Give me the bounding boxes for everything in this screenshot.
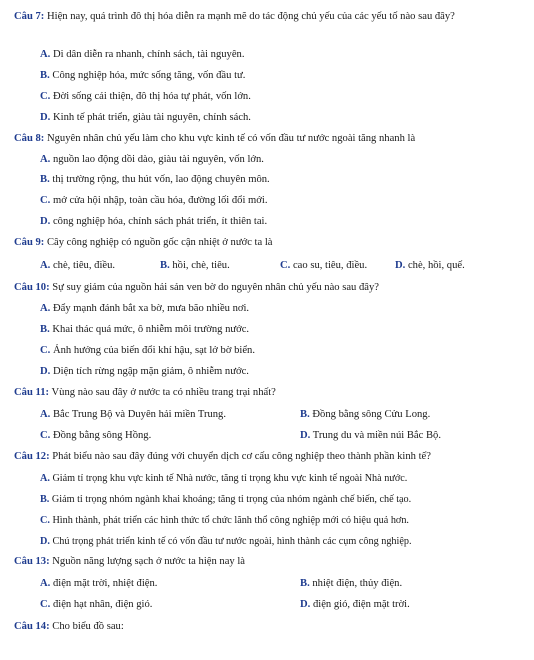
option-text: Giảm tỉ trọng nhóm ngành khai khoáng; tăng tỉ trọng của nhóm ngành chế biến, chế tạo. xyxy=(51,494,412,505)
question-12 xyxy=(14,448,522,465)
option-text: nguồn lao động dồi dào, giàu tài nguyên, vốn lớn. xyxy=(52,154,264,165)
option-letter: C. xyxy=(40,599,51,610)
option-letter: D. xyxy=(40,112,51,123)
option-text: Công nghiệp hóa, mức sống tăng, vốn đầu tư. xyxy=(52,70,246,81)
option-11a[interactable] xyxy=(40,407,226,423)
option-13a[interactable] xyxy=(40,576,157,592)
option-text: Khai thác quá mức, ô nhiễm môi trường nước. xyxy=(52,324,250,335)
option-letter: C. xyxy=(40,345,51,356)
question-text: Cây công nghiệp có nguồn gốc cận nhiệt ở nước ta là xyxy=(46,237,273,248)
option-11d[interactable] xyxy=(300,428,441,444)
option-11b[interactable] xyxy=(300,407,430,423)
option-text: công nghiệp hóa, chính sách phát triển, ít thiên tai. xyxy=(52,216,268,227)
option-text: chè, tiêu, điều. xyxy=(52,260,116,271)
option-12a[interactable] xyxy=(40,471,407,487)
option-letter: A. xyxy=(40,409,51,420)
question-text: Nguồn năng lượng sạch ở nước ta hiện nay là xyxy=(52,556,246,567)
option-text: Đồng bằng sông Cửu Long. xyxy=(312,409,431,420)
option-letter: B. xyxy=(160,260,170,271)
question-number: Câu 14: xyxy=(14,621,50,632)
option-9b[interactable] xyxy=(160,258,230,274)
option-letter: B. xyxy=(300,409,310,420)
option-8a[interactable] xyxy=(40,152,264,168)
option-10c[interactable] xyxy=(40,343,255,359)
option-letter: D. xyxy=(300,430,311,441)
option-8b[interactable] xyxy=(40,172,270,188)
option-text: Trung du và miền núi Bắc Bộ. xyxy=(312,430,441,441)
option-text: Chú trọng phát triển kinh tế có vốn đầu tư nước ngoài, hình thành các cụm công nghiệp. xyxy=(52,536,412,547)
option-9a[interactable] xyxy=(40,258,115,274)
question-number: Câu 9: xyxy=(14,237,45,248)
question-number: Câu 11: xyxy=(14,387,50,398)
question-text: Vùng nào sau đây ở nước ta có nhiều trang trại nhất? xyxy=(51,387,276,398)
option-12c[interactable] xyxy=(40,513,409,529)
option-letter: D. xyxy=(40,536,50,547)
option-8c[interactable] xyxy=(40,193,268,209)
question-text: Sự suy giảm của nguồn hải sản ven bờ do nguyên nhân chủ yếu nào sau đây? xyxy=(52,282,379,293)
option-12d[interactable] xyxy=(40,534,412,550)
question-7 xyxy=(14,8,522,25)
option-letter: C. xyxy=(40,430,51,441)
option-text: chè, hồi, quế. xyxy=(407,260,465,271)
option-letter: D. xyxy=(40,216,51,227)
option-text: Đời sống cải thiện, đô thị hóa tự phát, vốn lớn. xyxy=(52,91,251,102)
option-letter: A. xyxy=(40,578,51,589)
option-text: Kinh tế phát triển, giàu tài nguyên, chính sách. xyxy=(52,112,251,123)
option-7a[interactable] xyxy=(40,47,244,63)
option-letter: C. xyxy=(280,260,291,271)
option-13d[interactable] xyxy=(300,597,410,613)
option-7d[interactable] xyxy=(40,110,251,126)
option-letter: A. xyxy=(40,154,51,165)
option-text: mở cửa hội nhập, toàn cầu hóa, đường lối đổi mới. xyxy=(52,195,268,206)
option-13c[interactable] xyxy=(40,597,152,613)
question-9 xyxy=(14,234,522,251)
question-text: Nguyên nhân chủ yếu làm cho khu vực kinh tế có vốn đầu tư nước ngoài tăng nhanh là xyxy=(46,133,416,144)
option-letter: C. xyxy=(40,515,50,526)
question-number: Câu 12: xyxy=(14,451,50,462)
option-text: nhiệt điện, thủy điện. xyxy=(312,578,403,589)
option-letter: C. xyxy=(40,91,51,102)
option-11c[interactable] xyxy=(40,428,151,444)
option-text: Giảm tỉ trọng khu vực kinh tế Nhà nước, tăng tỉ trọng khu vực kinh tế ngoài Nhà nước. xyxy=(52,473,408,484)
option-letter: D. xyxy=(395,260,406,271)
option-text: Di dân diễn ra nhanh, chính sách, tài nguyên. xyxy=(52,49,245,60)
option-text: thị trường rộng, thu hút vốn, lao động chuyên môn. xyxy=(52,174,270,185)
option-12b[interactable] xyxy=(40,492,411,508)
question-14 xyxy=(14,618,522,635)
option-letter: A. xyxy=(40,49,51,60)
option-letter: A. xyxy=(40,473,50,484)
option-text: Hình thành, phát triển các hình thức tổ chức lãnh thổ công nghiệp mới có hiệu quả hơn. xyxy=(52,515,409,526)
option-letter: A. xyxy=(40,303,51,314)
option-letter: B. xyxy=(40,324,50,335)
option-text: điện mặt trời, nhiệt điện. xyxy=(52,578,158,589)
question-8 xyxy=(14,130,522,147)
option-13b[interactable] xyxy=(300,576,402,592)
option-10d[interactable] xyxy=(40,364,249,380)
question-13 xyxy=(14,553,522,570)
question-text: Cho biểu đồ sau: xyxy=(52,621,124,632)
option-letter: B. xyxy=(300,578,310,589)
question-10 xyxy=(14,279,522,296)
option-text: Ảnh hưởng của biến đổi khí hậu, sạt lở bờ biển. xyxy=(52,345,255,356)
option-text: hồi, chè, tiêu. xyxy=(172,260,230,271)
option-7c[interactable] xyxy=(40,89,251,105)
option-text: Đẩy mạnh đánh bắt xa bờ, mưa bão nhiều nơi. xyxy=(52,303,250,314)
question-number: Câu 8: xyxy=(14,133,45,144)
option-letter: C. xyxy=(40,195,51,206)
option-text: Diện tích rừng ngập mặn giảm, ô nhiễm nước. xyxy=(52,366,249,377)
option-letter: B. xyxy=(40,70,50,81)
question-text: Hiện nay, quá trình đô thị hóa diễn ra mạnh mẽ do tác động chủ yếu của các yếu tố nào sau đây? xyxy=(46,11,455,22)
option-10b[interactable] xyxy=(40,322,249,338)
option-text: Đồng bằng sông Hồng. xyxy=(52,430,152,441)
question-number: Câu 10: xyxy=(14,282,50,293)
question-11 xyxy=(14,384,522,401)
question-number: Câu 13: xyxy=(14,556,50,567)
option-letter: D. xyxy=(40,366,51,377)
option-letter: B. xyxy=(40,494,50,505)
option-text: điện gió, điện mặt trời. xyxy=(312,599,410,610)
option-8d[interactable] xyxy=(40,214,267,230)
option-text: Bắc Trung Bộ và Duyên hải miền Trung. xyxy=(52,409,227,420)
option-10a[interactable] xyxy=(40,301,249,317)
option-letter: A. xyxy=(40,260,51,271)
option-letter: B. xyxy=(40,174,50,185)
option-9d[interactable] xyxy=(395,258,465,274)
option-7b[interactable] xyxy=(40,68,245,84)
option-text: điện hạt nhân, điện gió. xyxy=(52,599,153,610)
question-number: Câu 7: xyxy=(14,11,45,22)
option-letter: D. xyxy=(300,599,311,610)
option-text: cao su, tiêu, điều. xyxy=(292,260,368,271)
question-text: Phát biểu nào sau đây đúng với chuyển dịch cơ cấu công nghiệp theo thành phần kinh tế? xyxy=(52,451,431,462)
option-9c[interactable] xyxy=(280,258,367,274)
